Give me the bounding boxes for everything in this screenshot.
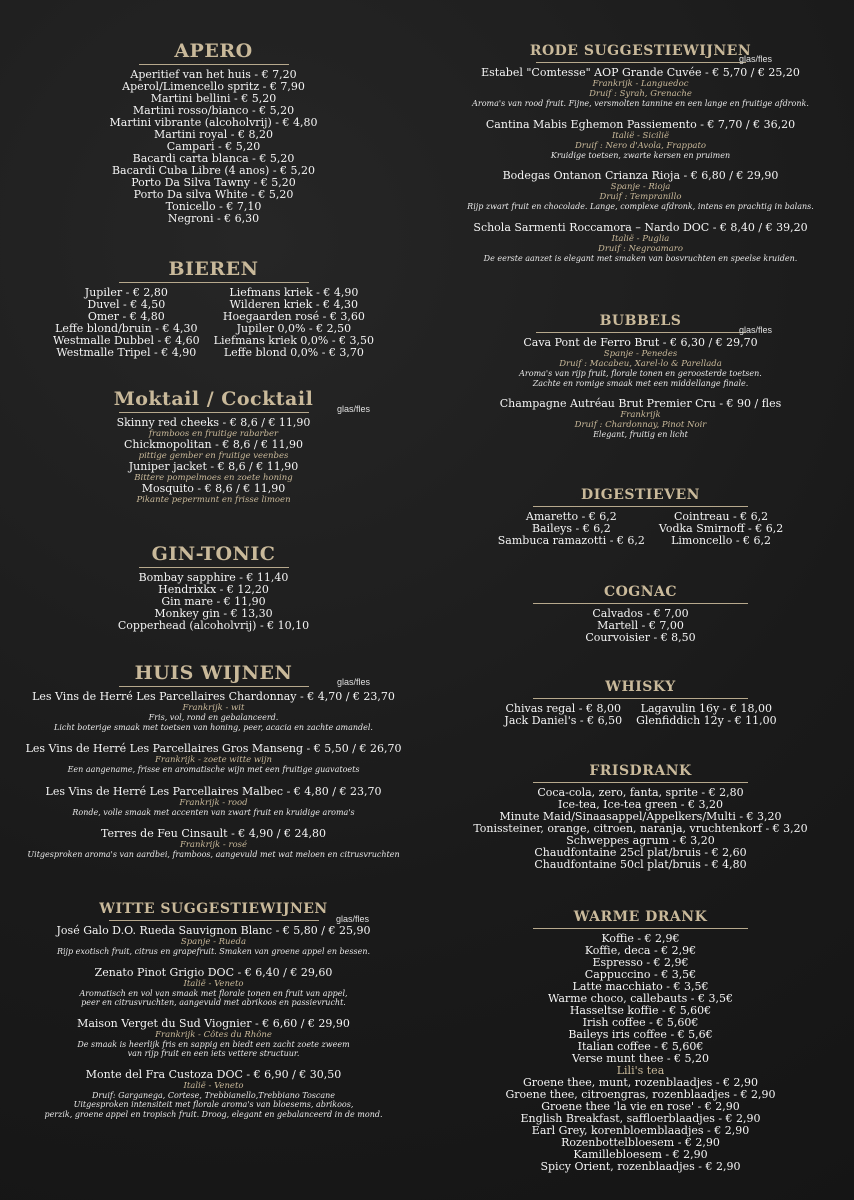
menu-item: Chickmopolitan - € 8,6 / € 11,90 bbox=[123, 438, 304, 451]
wine-description: Druif : Chardonnay, Pinot Noir bbox=[574, 420, 707, 430]
gin-section bbox=[0, 543, 427, 632]
divider bbox=[533, 782, 748, 783]
glas-fles-label: glas/fles bbox=[739, 54, 773, 64]
menu-item: Limoncello - € 6,2 bbox=[671, 534, 772, 547]
menu-item: Ice-tea, Ice-tea green - € 3,20 bbox=[557, 798, 724, 811]
menu-item: Leffe blond 0,0% - € 3,70 bbox=[223, 346, 364, 359]
menu-item: Baileys - € 6,2 bbox=[531, 522, 611, 535]
menu-item: Duvel - € 4,50 bbox=[87, 298, 166, 311]
rode-title: RODE SUGGESTIEWIJNEN bbox=[529, 43, 752, 59]
divider bbox=[139, 64, 289, 65]
menu-item: Bacardi carta blanca - € 5,20 bbox=[132, 152, 295, 165]
wine-description: Uitgesproken intensiteit met florale aroma's van bloesems, abrikoos, bbox=[73, 1100, 354, 1109]
huis-title: HUIS WIJNEN bbox=[134, 662, 293, 684]
wine-grape: Druif : Nero d'Avola, Frappato bbox=[574, 140, 707, 151]
menu-item: Italian coffee - € 5,60€ bbox=[577, 1040, 704, 1053]
wine-origin: Frankrijk - Languedoc bbox=[592, 79, 689, 89]
menu-item: Groene thee, munt, rozenblaadjes - € 2,90 bbox=[522, 1076, 759, 1089]
whisky-list bbox=[427, 703, 854, 727]
wine-description: Uitgesproken aroma's van aardbei, framboos, aangevuld met wat meloen en citrusvruchten bbox=[27, 850, 400, 859]
wine-item: Monte del Fra Custoza DOC - € 6,90 / € 30,50 bbox=[85, 1067, 342, 1081]
item-description: pittige gember en fruitige veenbes bbox=[138, 451, 289, 461]
wine-item: Les Vins de Herré Les Parcellaires Chardonnay - € 4,70 / € 23,70 bbox=[32, 690, 395, 703]
apero-list bbox=[0, 69, 427, 225]
wine-origin: Frankrijk - rosé bbox=[179, 840, 248, 850]
divider bbox=[119, 412, 309, 413]
wine-description: De eerste aanzet is elegant met smaken van bosvruchten en speelse kruiden. bbox=[483, 253, 798, 263]
wine-item: Estabel "Comtesse" AOP Grande Cuvée - € 5,70 / € 25,20 bbox=[481, 66, 800, 79]
menu-item: Warme choco, callebauts - € 3,5€ bbox=[548, 992, 733, 1005]
huis-list bbox=[0, 691, 427, 871]
wine-description: Rijp exotisch fruit, citrus en grapefruit. Smaken van groene appel en bessen. bbox=[56, 947, 371, 956]
bubbels-section bbox=[427, 312, 854, 450]
menu-item: Koffie - € 2,9€ bbox=[601, 932, 680, 945]
menu-item: Kamillebloesem - € 2,90 bbox=[573, 1148, 708, 1161]
menu-item: Hasseltse koffie - € 5,60€ bbox=[569, 1004, 712, 1017]
cognac-title: COGNAC bbox=[603, 584, 678, 600]
menu-item: Wilderen kriek - € 4,30 bbox=[229, 298, 359, 311]
menu-item: Martini rosso/bianco - € 5,20 bbox=[132, 104, 295, 117]
menu-item: Martell - € 7,00 bbox=[597, 619, 684, 632]
divider bbox=[119, 686, 309, 687]
wine-description: Aroma's van rood fruit. Fijne, versmolten tannine en een lange en fruitige afdronk. bbox=[472, 99, 809, 108]
menu-item: Negroni - € 6,30 bbox=[167, 212, 260, 225]
tea-list bbox=[427, 1077, 854, 1173]
menu-item: English Breakfast, saffloerblaadjes - € 2,90 bbox=[520, 1112, 761, 1125]
menu-item: Spicy Orient, rozenblaadjes - € 2,90 bbox=[540, 1160, 741, 1173]
menu-item: Martini vibrante (alcoholvrij) - € 4,80 bbox=[109, 116, 318, 129]
menu-item: Bacardi Cuba Libre (4 anos) - € 5,20 bbox=[111, 164, 316, 177]
lilis-tea-heading: Lili's tea bbox=[616, 1064, 665, 1077]
wine-item: Cantina Mabis Eghemon Passiemento - € 7,70 / € 36,20 bbox=[485, 117, 796, 131]
wine-origin: Spanje - Rioja bbox=[610, 182, 671, 192]
menu-item: Cappuccino - € 3,5€ bbox=[584, 968, 697, 981]
wine-description: Zachte en romige smaak met een middellange finale. bbox=[532, 378, 749, 388]
menu-item: Aperitief van het huis - € 7,20 bbox=[130, 68, 297, 81]
menu-item: Baileys iris coffee - € 5,6€ bbox=[568, 1028, 713, 1041]
wine-description: Frankrijk bbox=[620, 410, 661, 420]
menu-item: Latte macchiato - € 3,5€ bbox=[572, 980, 709, 993]
wine-grape: Druif : Tempranillo bbox=[599, 192, 682, 202]
menu-item: Bombay sapphire - € 11,40 bbox=[138, 571, 289, 584]
menu-item: Rozenbottelbloesem - € 2,90 bbox=[561, 1136, 720, 1149]
huis-section bbox=[0, 662, 427, 871]
witte-list bbox=[0, 925, 427, 1129]
menu-item: Sambuca ramazotti - € 6,2 bbox=[497, 534, 645, 547]
digestieven-title: DIGESTIEVEN bbox=[581, 487, 700, 503]
wine-description: Aromatisch en vol van smaak met florale tonen en fruit van appel, bbox=[79, 988, 348, 998]
wine-description: perzik, groene appel en tropisch fruit. Droog, elegant en gebalanceerd in de mond. bbox=[44, 1109, 383, 1119]
menu-item: Jack Daniel's - € 6,50 bbox=[504, 714, 623, 727]
divider bbox=[536, 332, 746, 333]
witte-title: WITTE SUGGESTIEWIJNEN bbox=[99, 901, 328, 917]
menu-item: Courvoisier - € 8,50 bbox=[585, 631, 696, 644]
cognac-section bbox=[427, 583, 854, 644]
menu-item: Gin mare - € 11,90 bbox=[161, 595, 266, 608]
wine-description: Een aangename, frisse en aromatische wijn met een fruitige guavatoets bbox=[67, 765, 360, 774]
divider bbox=[533, 928, 748, 929]
menu-item: Omer - € 4,80 bbox=[87, 310, 165, 323]
bieren-list bbox=[0, 287, 427, 359]
wine-grape: Druif : Negroamaro bbox=[598, 243, 683, 254]
menu-item: Chivas regal - € 8,00 bbox=[505, 702, 621, 715]
menu-item: Copperhead (alcoholvrij) - € 10,10 bbox=[117, 619, 310, 632]
wine-item: Schola Sarmenti Roccamora – Nardo DOC - € 8,40 / € 39,20 bbox=[473, 220, 808, 234]
wine-item: Bodegas Ontanon Crianza Rioja - € 6,80 / € 29,90 bbox=[502, 169, 779, 182]
wine-grape: Druif : Syrah, Grenache bbox=[589, 89, 692, 99]
wine-origin: Frankrijk - rood bbox=[179, 797, 248, 808]
whisky-right-column bbox=[636, 703, 777, 727]
wine-description: Druif: Garganega, Cortese, Trebbianello,Trebbiano Toscane bbox=[91, 1090, 336, 1100]
menu-item: Minute Maid/Sinaasappel/Appelkers/Multi - € 3,20 bbox=[499, 810, 782, 823]
warme-title: WARME DRANK bbox=[573, 909, 708, 925]
menu-item: Liefmans kriek 0,0% - € 3,50 bbox=[213, 334, 375, 347]
wine-origin: Italië - Veneto bbox=[183, 1080, 244, 1091]
wine-description: peer en citrusvruchten, aangevuld met abrikoos en passievrucht. bbox=[81, 998, 346, 1007]
bubbels-title: BUBBELS bbox=[599, 313, 682, 329]
menu-item: Coca-cola, zero, fanta, sprite - € 2,80 bbox=[537, 786, 744, 799]
whisky-left-column bbox=[504, 703, 622, 727]
glas-fles-label: glas/fles bbox=[337, 677, 371, 687]
frisdrank-title: FRISDRANK bbox=[589, 763, 692, 779]
wine-description: Kruidige toetsen, zwarte kersen en pruimen bbox=[550, 150, 731, 160]
glas-fles-label: glas/fles bbox=[739, 325, 773, 335]
menu-item: Earl Grey, korenbloemblaadjes - € 2,90 bbox=[531, 1124, 750, 1137]
menu-item: Skinny red cheeks - € 8,6 / € 11,90 bbox=[116, 416, 311, 429]
divider bbox=[109, 920, 319, 921]
menu-item: Mosquito - € 8,6 / € 11,90 bbox=[141, 482, 286, 495]
menu-item: Monkey gin - € 13,30 bbox=[154, 607, 273, 620]
menu-item: Porto Da Silva Tawny - € 5,20 bbox=[131, 176, 296, 189]
menu-item: Jupiler - € 2,80 bbox=[84, 286, 168, 299]
glas-fles-label: glas/fles bbox=[337, 404, 371, 414]
wine-item: Zenato Pinot Grigio DOC - € 6,40 / € 29,60 bbox=[94, 965, 333, 979]
bieren-title: BIEREN bbox=[168, 258, 259, 280]
divider bbox=[533, 698, 748, 699]
warme-section bbox=[427, 908, 854, 1173]
wine-origin: Italië - Veneto bbox=[183, 978, 244, 989]
menu-item: Schweppes agrum - € 3,20 bbox=[566, 834, 715, 847]
menu-item: Aperol/Limencello spritz - € 7,90 bbox=[122, 80, 305, 93]
wine-item: Champagne Autréau Brut Premier Cru - € 90 / fles bbox=[499, 397, 782, 410]
menu-item: Verse munt thee - € 5,20 bbox=[571, 1052, 710, 1065]
menu-item: Porto Da silva White - € 5,20 bbox=[133, 188, 294, 201]
menu-item: Leffe blond/bruin - € 4,30 bbox=[55, 322, 198, 335]
wine-origin: Italië - Sicilië bbox=[611, 130, 670, 141]
menu-item: Cointreau - € 6,2 bbox=[673, 510, 769, 523]
menu-item: Campari - € 5,20 bbox=[166, 140, 261, 153]
wine-description: van rijp fruit en een iets vettere structuur. bbox=[127, 1049, 300, 1058]
bieren-left-column bbox=[53, 287, 200, 359]
menu-item: Irish coffee - € 5,60€ bbox=[582, 1016, 699, 1029]
wine-origin: Spanje - Rueda bbox=[180, 937, 247, 947]
menu-item: Koffie, deca - € 2,9€ bbox=[584, 944, 697, 957]
menu-item: Hoegaarden rosé - € 3,60 bbox=[222, 310, 365, 323]
menu-item: Westmalle Dubbel - € 4,60 bbox=[52, 334, 200, 347]
wine-description: De smaak is heerlijk fris en sappig en biedt een zacht zoete zweem bbox=[77, 1039, 350, 1049]
wine-item: Cava Pont de Ferro Brut - € 6,30 / € 29,70 bbox=[523, 336, 758, 349]
wine-origin: Frankrijk - zoete witte wijn bbox=[155, 755, 272, 765]
frisdrank-section bbox=[427, 762, 854, 871]
wine-description: Aroma's van rijp fruit, florale tonen en geroosterde toetsen. bbox=[519, 369, 762, 378]
item-description: framboos en fruitige rabarber bbox=[148, 429, 279, 439]
apero-title: APERO bbox=[174, 40, 253, 62]
moktail-title: Moktail / Cocktail bbox=[113, 388, 314, 410]
menu-item: Jupiler 0,0% - € 2,50 bbox=[236, 322, 352, 335]
menu-item: Calvados - € 7,00 bbox=[592, 607, 689, 620]
wine-description: Rijp zwart fruit en chocolade. Lange, complexe afdronk, intens en prachtig in balans. bbox=[467, 202, 814, 211]
wine-description: Druif : Macabeu, Xarel-lo & Parellada bbox=[559, 359, 722, 369]
divider bbox=[533, 603, 748, 604]
glas-fles-label: glas/fles bbox=[336, 914, 370, 924]
menu-item: Hendrixkx - € 12,20 bbox=[158, 583, 269, 596]
menu-item: Lagavulin 16y - € 18,00 bbox=[640, 702, 772, 715]
wine-item: Maison Verget du Sud Viognier - € 6,60 / € 29,90 bbox=[77, 1016, 350, 1030]
rode-list bbox=[427, 67, 854, 273]
frisdrank-list bbox=[427, 787, 854, 871]
menu-item: Chaudfontaine 50cl plat/bruis - € 4,80 bbox=[534, 858, 747, 871]
menu-item: Westmalle Tripel - € 4,90 bbox=[56, 346, 197, 359]
wine-item: Terres de Feu Cinsault - € 4,90 / € 24,80 bbox=[101, 827, 326, 840]
item-description: Bittere pompelmoes en zoete honing bbox=[134, 473, 293, 483]
menu-item: Espresso - € 2,9€ bbox=[592, 956, 689, 969]
wine-origin: Frankrijk - Côtes du Rhône bbox=[155, 1029, 272, 1040]
menu-item: Martini bellini - € 5,20 bbox=[150, 92, 277, 105]
wine-description: Elegant, fruitig en licht bbox=[593, 430, 688, 439]
rode-section bbox=[427, 42, 854, 273]
menu-item: Chaudfontaine 25cl plat/bruis - € 2,60 bbox=[534, 846, 747, 859]
menu-item: Tonicello - € 7,10 bbox=[165, 200, 262, 213]
wine-description: Spanje - Penedes bbox=[603, 349, 678, 359]
bieren-section bbox=[0, 258, 427, 359]
wine-origin: Italië - Puglia bbox=[611, 233, 670, 244]
wine-item: Les Vins de Herré Les Parcellaires Malbec - € 4,80 / € 23,70 bbox=[45, 784, 382, 798]
wine-item: Les Vins de Herré Les Parcellaires Gros Manseng - € 5,50 / € 26,70 bbox=[25, 742, 402, 755]
whisky-section bbox=[427, 678, 854, 727]
menu-item: Glenfiddich 12y - € 11,00 bbox=[636, 714, 777, 727]
digestieven-list bbox=[427, 511, 854, 547]
digestieven-section bbox=[427, 486, 854, 547]
divider bbox=[139, 567, 289, 568]
divider bbox=[533, 506, 748, 507]
wine-description: Licht boterige smaak met toetsen van honing, peer, acacia en zachte amandel. bbox=[54, 722, 373, 732]
divider bbox=[536, 62, 746, 63]
gin-list bbox=[0, 572, 427, 632]
cognac-list bbox=[427, 608, 854, 644]
bubbels-list bbox=[427, 337, 854, 450]
bieren-right-column bbox=[214, 287, 374, 359]
warme-list bbox=[427, 933, 854, 1065]
wine-description: Fris, vol, rond en gebalanceerd. bbox=[148, 713, 279, 722]
menu-item: Martini royal - € 8,20 bbox=[154, 128, 273, 141]
menu-item: Liefmans kriek - € 4,90 bbox=[229, 286, 359, 299]
wine-item: José Galo D.O. Rueda Sauvignon Blanc - € 5,80 / € 25,90 bbox=[56, 924, 371, 937]
menu-item: Vodka Smirnoff - € 6,2 bbox=[658, 522, 784, 535]
digestieven-left-column bbox=[498, 511, 645, 547]
menu-item: Groene thee 'la vie en rose' - € 2,90 bbox=[541, 1100, 740, 1113]
divider bbox=[119, 282, 309, 283]
menu-item: Groene thee, citroengras, rozenblaadjes - € 2,90 bbox=[505, 1088, 776, 1101]
menu-item: Juniper jacket - € 8,6 / € 11,90 bbox=[128, 460, 299, 473]
item-description: Pikante pepermunt en frisse limoen bbox=[136, 495, 291, 505]
whisky-title: WHISKY bbox=[605, 679, 676, 695]
menu-item: Amaretto - € 6,2 bbox=[525, 510, 617, 523]
moktail-list bbox=[0, 417, 427, 505]
wine-description: Ronde, volle smaak met accenten van zwart fruit en kruidige aroma's bbox=[72, 807, 355, 817]
witte-section bbox=[0, 900, 427, 1129]
digestieven-right-column bbox=[659, 511, 783, 547]
apero-section bbox=[0, 40, 427, 225]
gin-title: GIN-TONIC bbox=[151, 543, 276, 565]
menu-item: Tonissteiner, orange, citroen, naranja, vruchtenkorf - € 3,20 bbox=[473, 822, 808, 835]
wine-origin: Frankrijk - wit bbox=[182, 703, 245, 713]
